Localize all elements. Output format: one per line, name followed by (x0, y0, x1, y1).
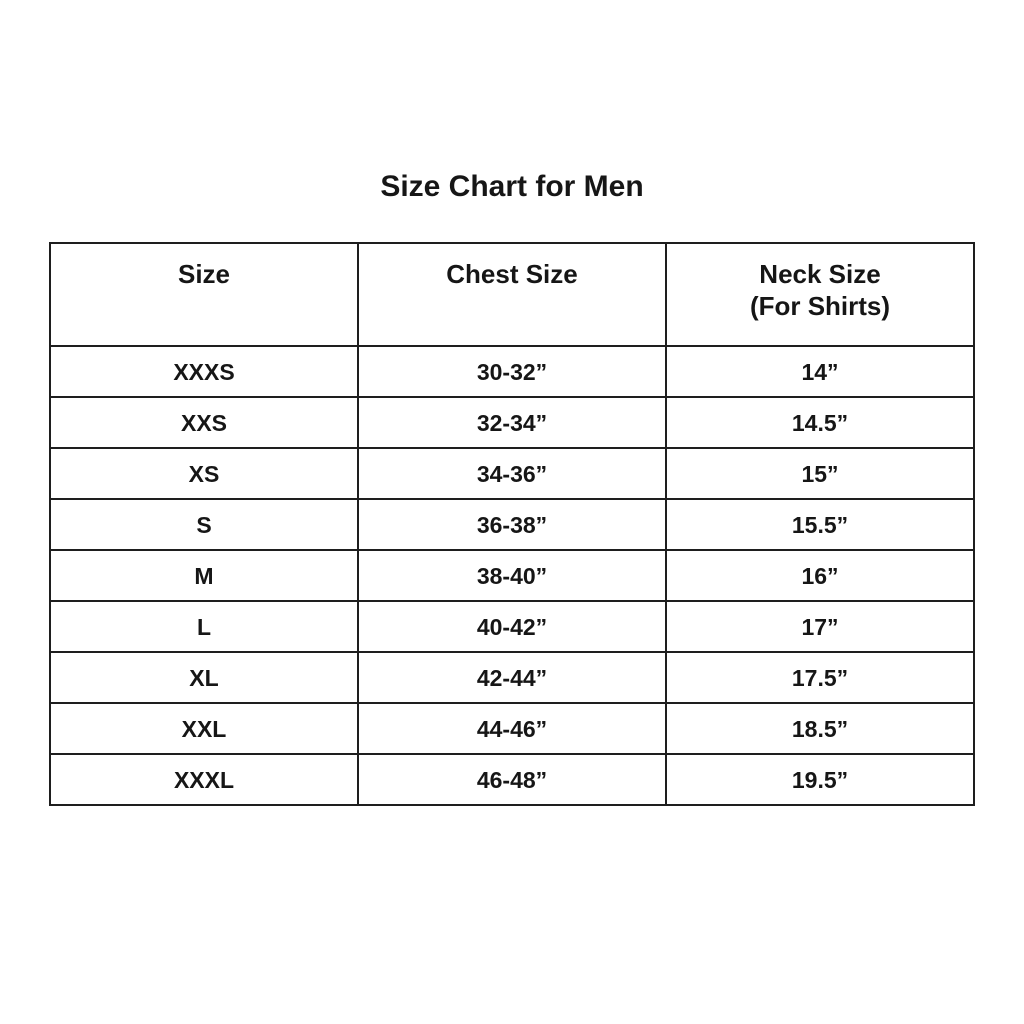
table-row (50, 754, 974, 805)
header-row (50, 243, 974, 346)
cell-chest: 46-48” (358, 754, 666, 805)
table-row (50, 346, 974, 397)
cell-neck: 14.5” (666, 397, 974, 448)
header-label-neck-line2: (For Shirts) (749, 291, 891, 321)
table-row (50, 397, 974, 448)
header-cell-chest (358, 243, 666, 346)
header-cell-size (50, 243, 358, 346)
table-row (50, 499, 974, 550)
cell-size: XXXS (50, 346, 358, 397)
header-label-chest: Chest Size (446, 259, 578, 289)
cell-chest: 32-34” (358, 397, 666, 448)
cell-neck: 16” (666, 550, 974, 601)
table-row (50, 652, 974, 703)
page-title: Size Chart for Men (380, 170, 644, 203)
size-chart-table (49, 242, 975, 806)
cell-size: M (50, 550, 358, 601)
cell-chest: 40-42” (358, 601, 666, 652)
cell-neck: 18.5” (666, 703, 974, 754)
cell-size: XL (50, 652, 358, 703)
cell-chest: 44-46” (358, 703, 666, 754)
table-body (50, 346, 974, 805)
cell-neck: 15” (666, 448, 974, 499)
cell-chest: 30-32” (358, 346, 666, 397)
cell-neck: 15.5” (666, 499, 974, 550)
cell-neck: 17.5” (666, 652, 974, 703)
cell-size: XS (50, 448, 358, 499)
cell-neck: 17” (666, 601, 974, 652)
cell-size: L (50, 601, 358, 652)
table-row (50, 601, 974, 652)
cell-size: XXS (50, 397, 358, 448)
table-header (50, 243, 974, 346)
table-row (50, 550, 974, 601)
cell-neck: 19.5” (666, 754, 974, 805)
cell-neck: 14” (666, 346, 974, 397)
cell-chest: 36-38” (358, 499, 666, 550)
cell-size: XXXL (50, 754, 358, 805)
cell-size: S (50, 499, 358, 550)
header-label-neck-line1: Neck Size (759, 259, 881, 289)
table-row (50, 703, 974, 754)
cell-chest: 38-40” (358, 550, 666, 601)
header-label-size: Size (177, 259, 231, 289)
cell-chest: 34-36” (358, 448, 666, 499)
cell-size: XXL (50, 703, 358, 754)
header-cell-neck (666, 243, 974, 346)
table-row (50, 448, 974, 499)
cell-chest: 42-44” (358, 652, 666, 703)
